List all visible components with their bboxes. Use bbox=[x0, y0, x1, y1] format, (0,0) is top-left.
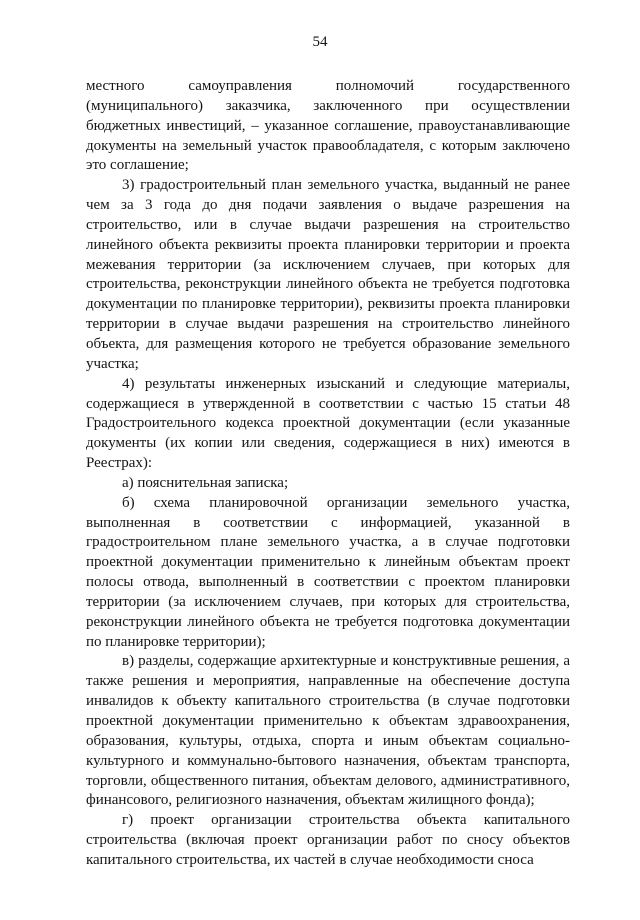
paragraph-item-3: 3) градостроительный план земельного участка, выданный не ранее чем за 3 года до дня подачи заявления о выдаче разрешения на строительство, или в случае выдачи разрешения на строительство линейного объекта реквизиты проекта планировки территории и проекта межевания территории (за исключением случаев, при которых для строительства, реконструкции линейного объекта не требуется подготовка документации по планировке территории), реквизиты проекта планировки территории в случае выдачи разрешения на строительство линейного объекта, для размещения которого не требуется образование земельного участка; bbox=[86, 177, 570, 372]
paragraph-subitem-b: б) схема планировочной организации земельного участка, выполненная в соответствии с информацией, указанной в градостроительном плане земельного участка, а в случае подготовки проектной документации применительно к линейным объектам проект полосы отвода, выполненный в соответствии с проектом планировки территории (за исключением случаев, при которых для строительства, реконструкции линейного объекта не требуется подготовка документации по планировке территории); bbox=[86, 494, 570, 650]
paragraph-item-4: 4) результаты инженерных изысканий и следующие материалы, содержащиеся в утвержденной в соответствии с частью 15 статьи 48 Градостроительного кодекса проектной документации (если указанные документы (их копии или сведения, содержащиеся в них) имеются в Реестрах): bbox=[86, 375, 570, 472]
paragraph-subitem-g: г) проект организации строительства объекта капитального строительства (включая проект организации работ по сносу объектов капитального строительства, их частей в случае необходимости сноса bbox=[86, 812, 570, 868]
body-text bbox=[86, 77, 570, 871]
page-number: 54 bbox=[312, 34, 328, 50]
paragraph-subitem-a: а) пояснительная записка; bbox=[122, 474, 289, 491]
paragraph-subitem-v: в) разделы, содержащие архитектурные и конструктивные решения, а также решения и мероприятия, направленные на обеспечение доступа инвалидов к объекту капитального строительства (в случае подготовки проектной документации применительно к объектам здравоохранения, образования, культуры, отдыха, спорта и иным объектам социально-культурного и коммунально-бытового назначения, объектам транспорта, торговли, общественного питания, объектам делового, административного, финансового, религиозного назначения, объектам жилищного фонда); bbox=[86, 653, 570, 809]
paragraph-continuation: местного самоуправления полномочий государственного (муниципального) заказчика, заключенного при осуществлении бюджетных инвестиций, – указанное соглашение, правоустанавливающие документы на земельный участок правообладателя, с которым заключено это соглашение; bbox=[86, 78, 570, 174]
